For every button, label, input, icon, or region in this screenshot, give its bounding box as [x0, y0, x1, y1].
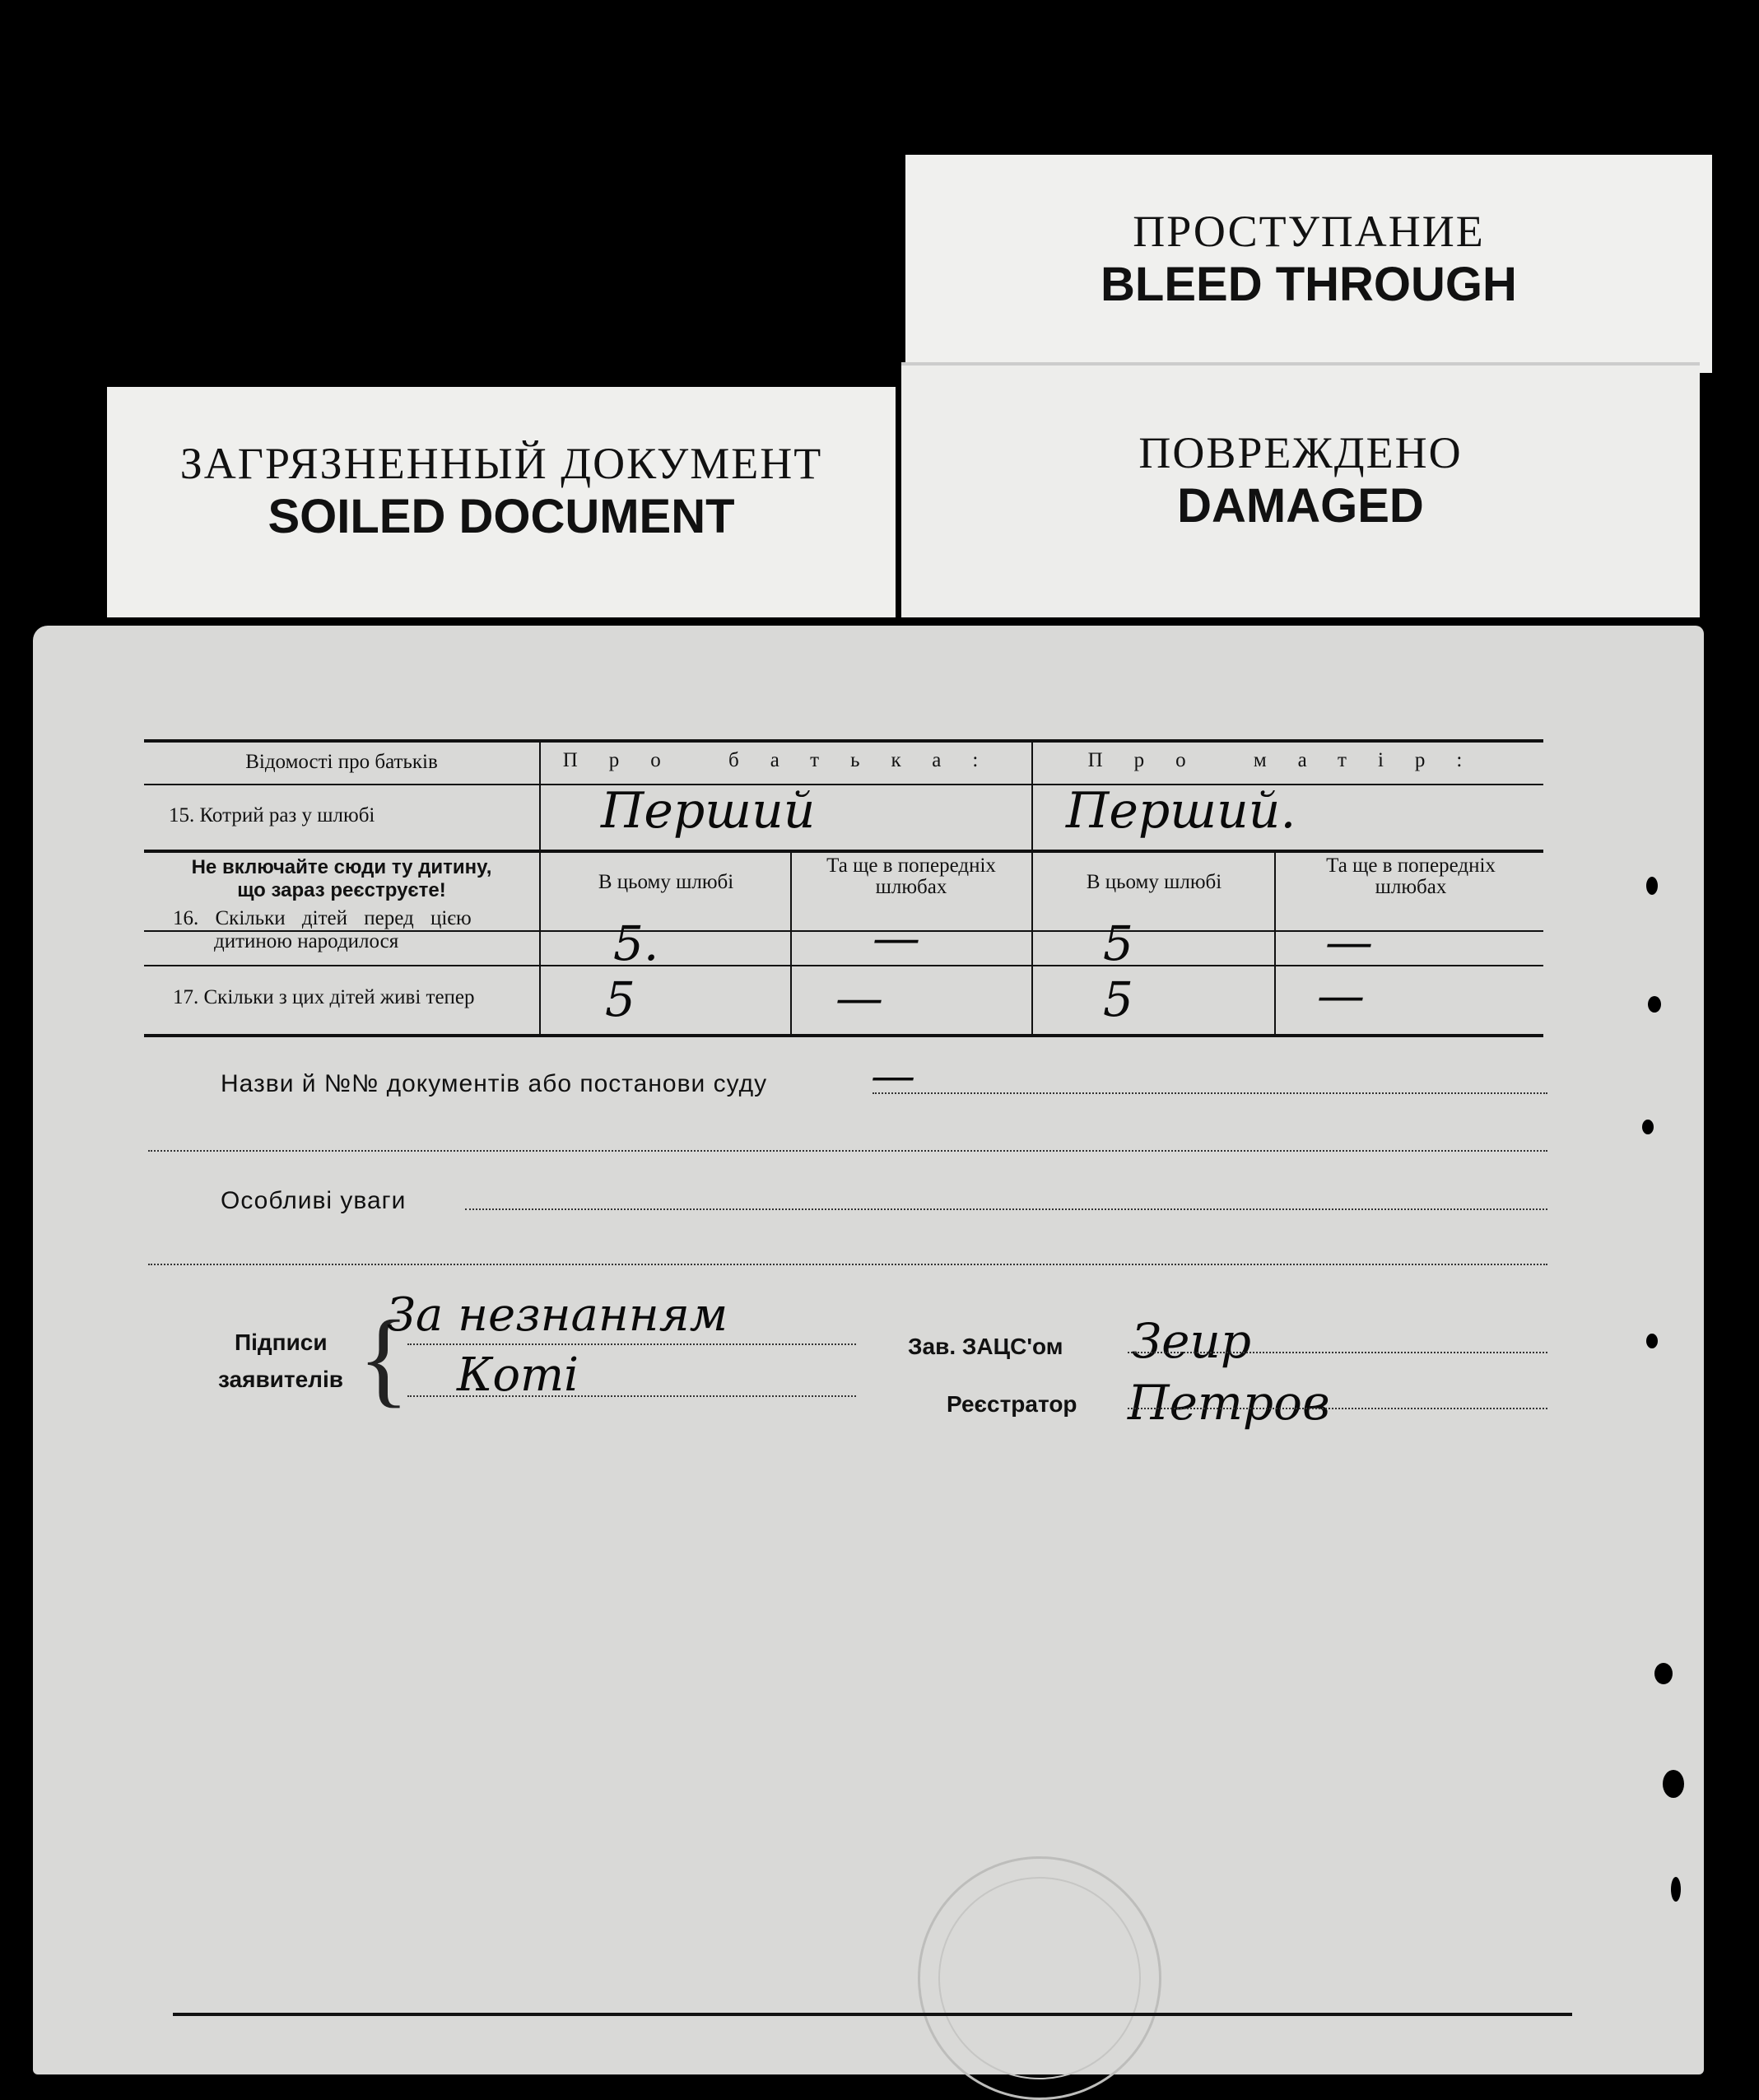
remarks-line [465, 1208, 1547, 1210]
applicant-signature-1: За незнанням [387, 1288, 728, 1342]
row17-label: 17. Скільки з цих дітей живі тепер [173, 986, 475, 1008]
binding-hole [1663, 1770, 1684, 1798]
signatures-label-2: заявителів [218, 1367, 343, 1392]
row15-label: 15. Котрий раз у шлюбі [169, 804, 375, 826]
documents-line-2 [148, 1150, 1547, 1152]
remarks-line-2 [148, 1264, 1547, 1265]
row17-father-this: 5 [605, 971, 635, 1027]
damaged-label [901, 362, 1700, 617]
row16-father-prev: — [873, 910, 920, 966]
head-label: Зав. ЗАЦС'ом [908, 1334, 1063, 1359]
table-col-rule [539, 741, 541, 1034]
soiled-document-en: SOILED DOCUMENT [268, 490, 735, 543]
head-signature-line [1128, 1352, 1547, 1353]
bleed-through-en: BLEED THROUGH [1101, 258, 1517, 311]
table-top-rule [144, 739, 1543, 743]
row16-label-1: 16. Скільки дітей перед цією [173, 907, 472, 929]
soiled-document-label [107, 387, 896, 617]
mother-prev-marriage-header-1: Та ще в попередніх [1326, 854, 1496, 877]
row17-father-prev: — [835, 970, 883, 1026]
note-line-2: що зараз реєструєте! [237, 879, 446, 901]
applicant-signature-2: Коті [457, 1348, 579, 1402]
col-header-info: Відомості про батьків [245, 751, 438, 773]
binding-hole [1671, 1877, 1681, 1902]
signature-line-1 [407, 1343, 856, 1345]
official-stamp [918, 1856, 1161, 2100]
row16-father-this: 5. [613, 915, 659, 971]
row17-mother-this: 5 [1103, 971, 1133, 1027]
table-rule [144, 784, 1543, 785]
father-prev-marriage-header-2: шлюбах [875, 876, 947, 898]
bleed-through-label [905, 155, 1712, 373]
row16-label-2: дитиною народилося [214, 930, 399, 952]
signatures-label-1: Підписи [235, 1329, 328, 1355]
mother-prev-marriage-header-2: шлюбах [1375, 876, 1447, 898]
signatures-brace: { [358, 1299, 410, 1418]
documents-value: — [871, 1050, 915, 1101]
table-col-rule [1031, 741, 1033, 1034]
mother-this-marriage-header: В цьому шлюбі [1086, 871, 1222, 893]
row17-mother-prev: — [1317, 967, 1365, 1023]
binding-hole [1646, 877, 1658, 895]
father-this-marriage-header: В цьому шлюбі [598, 871, 734, 893]
row15-father-value: Перший [601, 782, 816, 840]
registrar-label: Реєстратор [947, 1391, 1077, 1417]
binding-hole [1648, 996, 1661, 1013]
damaged-en: DAMAGED [1177, 479, 1424, 533]
col-header-mother: Про матір: [1087, 749, 1494, 771]
signature-line-2 [407, 1395, 856, 1397]
table-rule [144, 850, 1543, 853]
bleed-through-ru: ПРОСТУПАНИЕ [1133, 207, 1485, 256]
remarks-label: Особливі уваги [221, 1187, 407, 1214]
binding-hole [1642, 1120, 1654, 1134]
row15-mother-value: Перший. [1066, 782, 1296, 840]
registrar-signature-line [1128, 1408, 1547, 1409]
row16-mother-prev: — [1325, 914, 1373, 970]
page-bottom-rule [173, 2013, 1572, 2016]
father-prev-marriage-header-1: Та ще в попередніх [826, 854, 996, 877]
binding-hole [1646, 1334, 1658, 1348]
documents-line [873, 1092, 1547, 1094]
table-bottom-rule [144, 1034, 1543, 1037]
registrar-signature: Петров [1128, 1375, 1330, 1431]
soiled-document-ru: ЗАГРЯЗНЕННЫЙ ДОКУМЕНТ [179, 439, 823, 488]
row16-mother-this: 5 [1103, 915, 1133, 971]
head-signature: Зеир [1132, 1313, 1251, 1369]
note-line-1: Не включайте сюди ту дитину, [191, 856, 492, 878]
documents-label: Назви й №№ документів або постанови суду [221, 1070, 768, 1097]
damaged-ru: ПОВРЕЖДЕНО [1138, 428, 1463, 477]
col-header-father: Про батька: [562, 749, 1010, 771]
document-page [33, 626, 1704, 2074]
binding-hole [1654, 1663, 1673, 1684]
